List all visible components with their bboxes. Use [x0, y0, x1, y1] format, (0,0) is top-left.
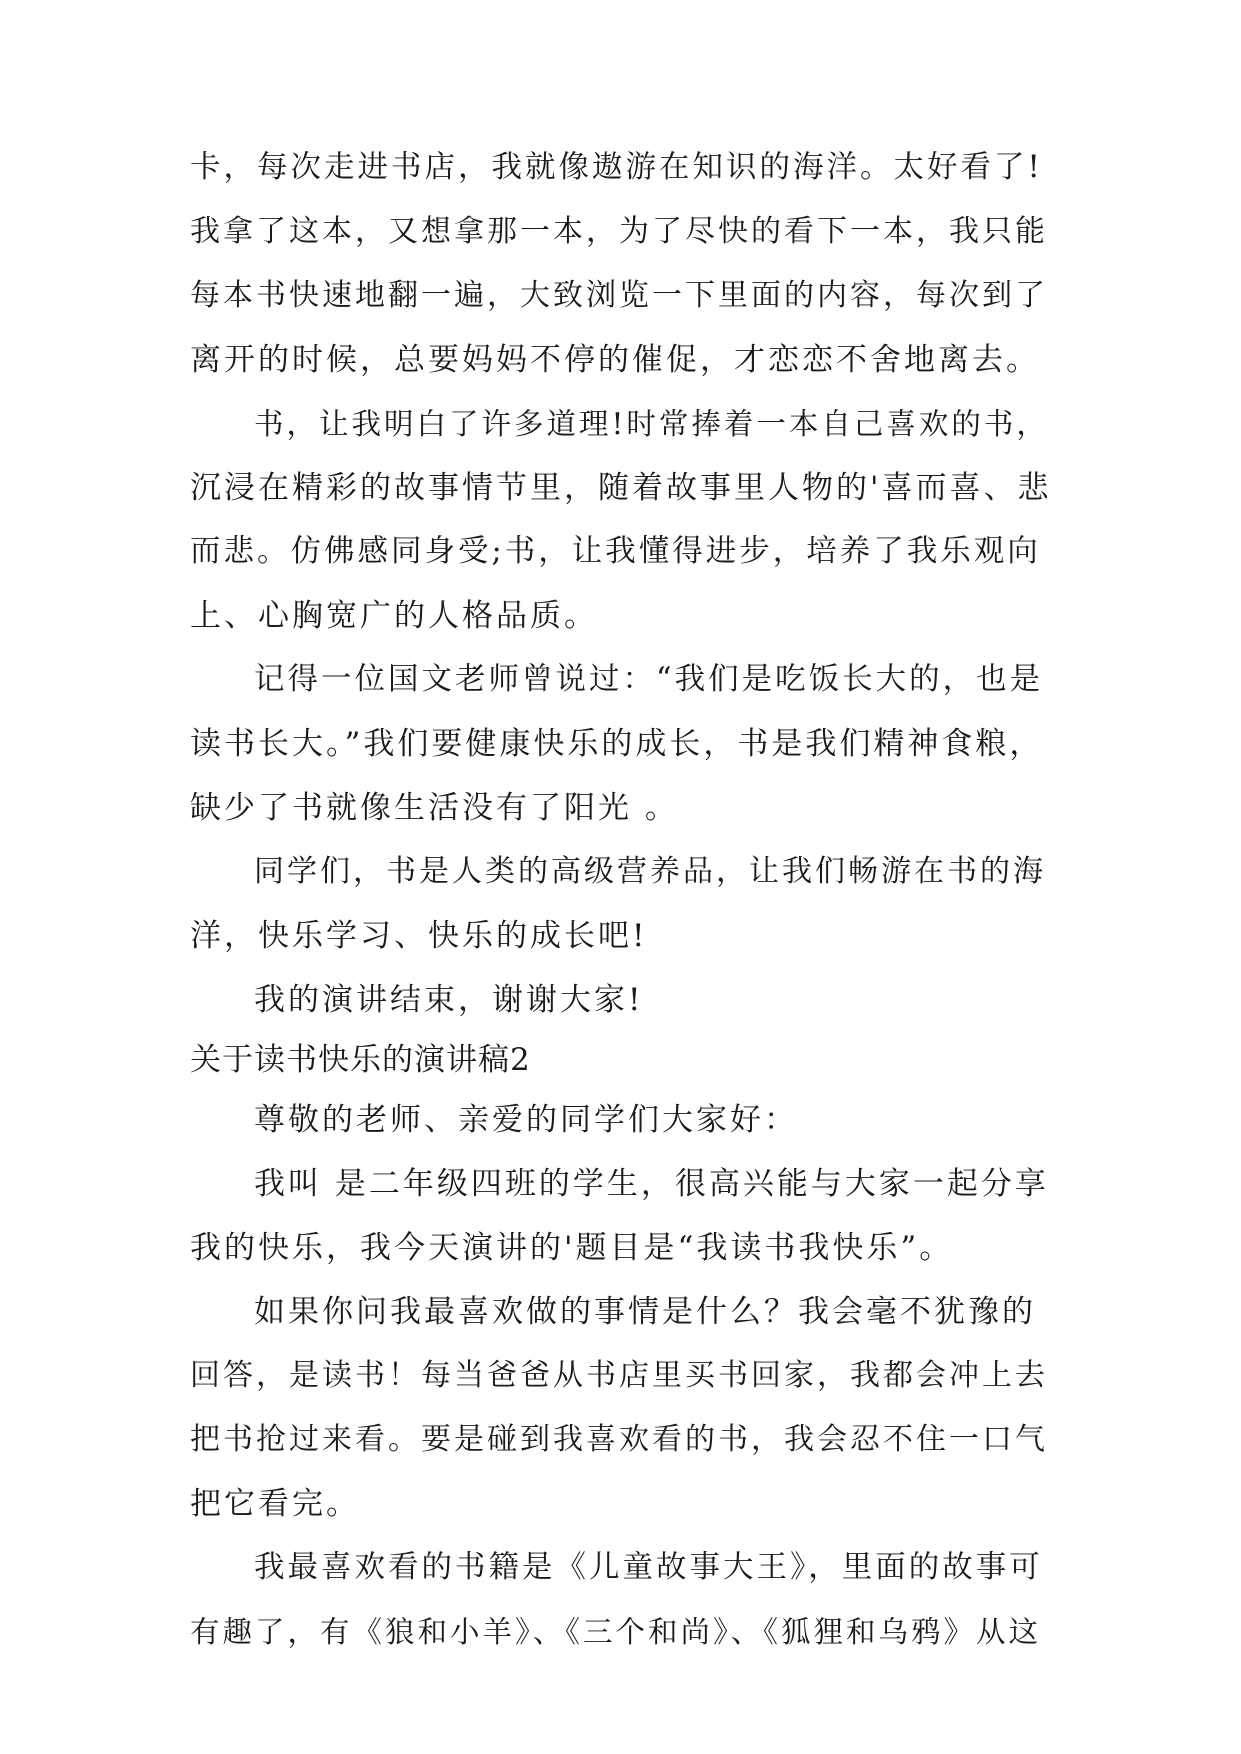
text-line: 缺少了书就像生活没有了阳光 。	[190, 790, 679, 826]
text-line: 我的快乐，我今天演讲的'题目是“我读书我快乐”。	[190, 1230, 954, 1266]
paragraph-first-line: 书，让我明白了许多道理!时常捧着一本自己喜欢的书，	[254, 407, 1049, 441]
paragraph-first-line: 同学们，书是人类的高级营养品，让我们畅游在书的海	[254, 854, 1046, 889]
text-line: 把它看完。	[190, 1486, 360, 1522]
text-line: 离开的时候，总要妈妈不停的催促，才恋恋不舍地离去。	[190, 342, 1040, 378]
paragraph-first-line: 我的演讲结束，谢谢大家!	[254, 982, 644, 1018]
text-line: 洋，快乐学习、快乐的成长吧!	[190, 918, 648, 954]
paragraph-first-line: 我最喜欢看的书籍是《儿童故事大王》，里面的故事可	[254, 1550, 1043, 1585]
text-line: 每本书快速地翻一遍，大致浏览一下里面的内容，每次到了	[190, 278, 1048, 313]
text-line: 我拿了这本，又想拿那一本，为了尽快的看下一本，我只能	[190, 214, 1048, 249]
text-line: 上、心胸宽广的人格品质。	[190, 598, 598, 634]
text-line: 回答，是读书！每当爸爸从书店里买书回家，我都会冲上去	[190, 1358, 1048, 1393]
paragraph-first-line: 记得一位国文老师曾说过：“我们是吃饭长大的，也是	[254, 662, 1044, 697]
paragraph-first-line: 如果你问我最喜欢做的事情是什么？我会毫不犹豫的	[254, 1294, 1036, 1330]
text-line: 卡，每次走进书店，我就像遨游在知识的海洋。太好看了!	[190, 150, 1043, 185]
text-line: 读书长大。”我们要健康快乐的成长，书是我们精神食粮，	[190, 726, 1044, 762]
paragraph-first-line: 我叫 是二年级四班的学生，很高兴能与大家一起分享	[254, 1166, 1049, 1202]
section-heading: 关于读书快乐的演讲稿2	[190, 1042, 531, 1078]
text-line: 而悲。仿佛感同身受;书，让我懂得进步，培养了我乐观向	[190, 534, 1041, 569]
text-line: 沉浸在精彩的故事情节里，随着故事里人物的'喜而喜、悲	[190, 470, 1052, 506]
text-line: 把书抢过来看。要是碰到我喜欢看的书，我会忍不住一口气	[190, 1422, 1048, 1457]
text-line: 有趣了，有《狼和小羊》、《三个和尚》、《狐狸和乌鸦》从这	[190, 1615, 1042, 1649]
paragraph-first-line: 尊敬的老师、亲爱的同学们大家好：	[254, 1102, 798, 1138]
